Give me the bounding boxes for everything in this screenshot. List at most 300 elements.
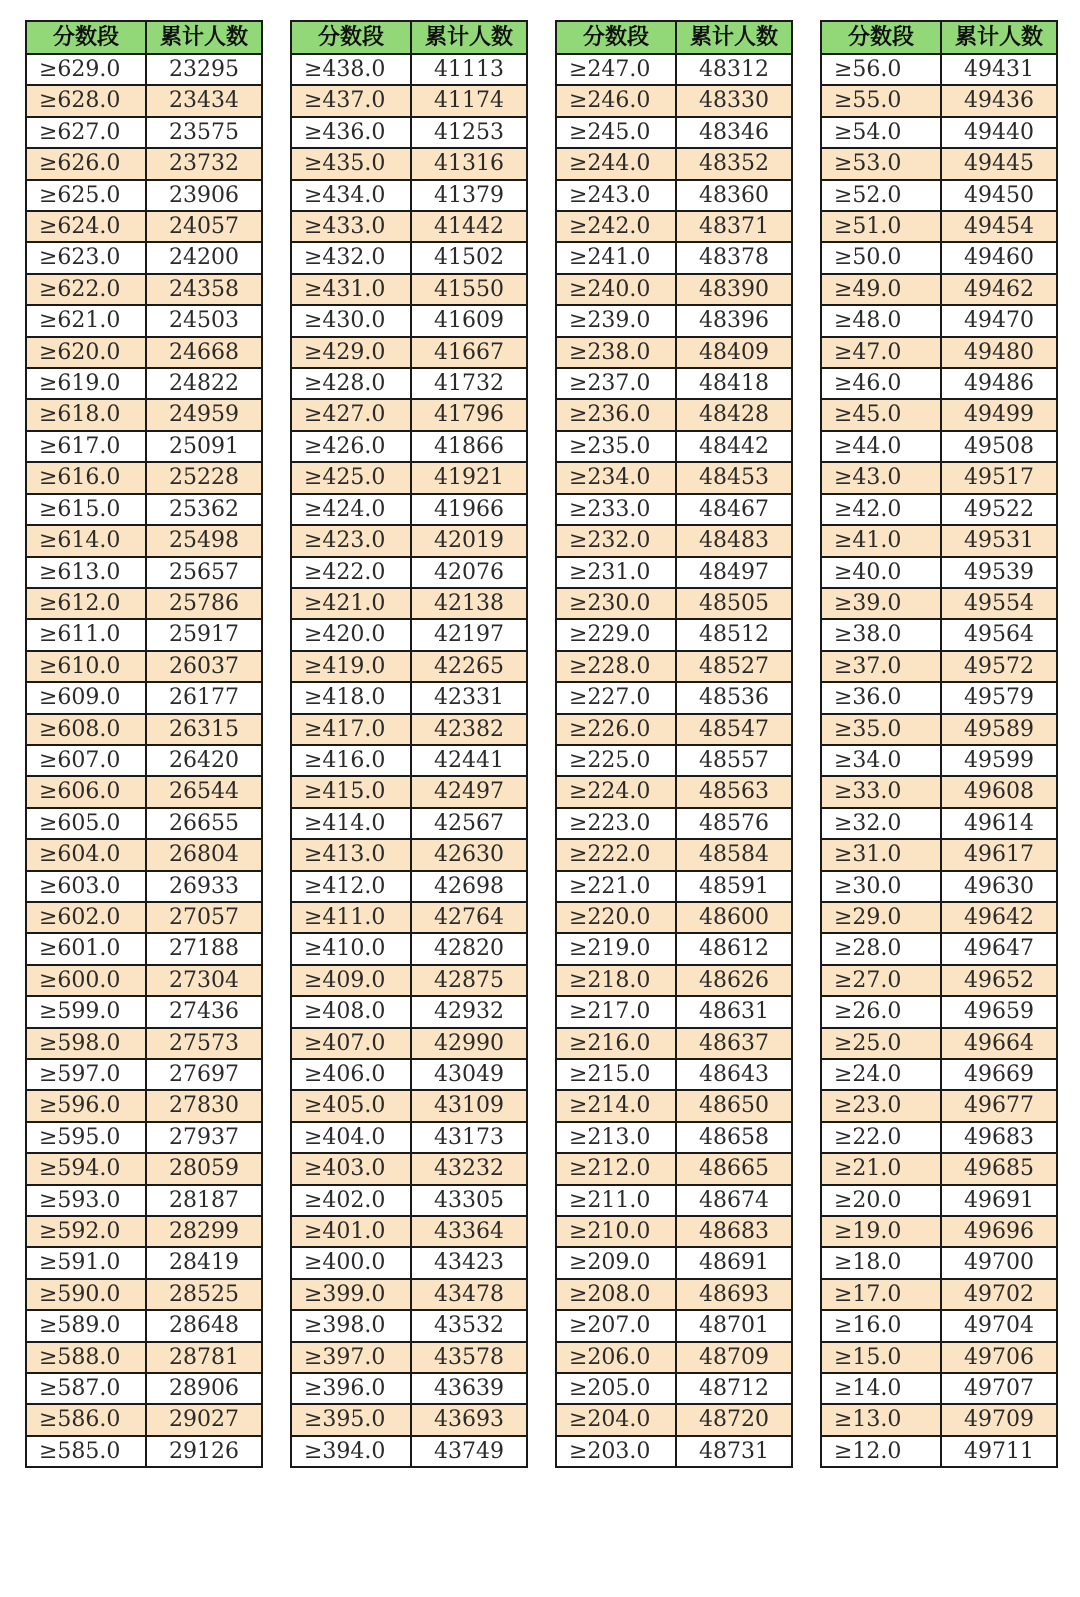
cumulative-count-cell: 24057 [146, 211, 262, 242]
table-row [26, 588, 262, 619]
table-row [26, 211, 262, 242]
score-range-cell: ≥42.0 [821, 494, 941, 525]
score-range-cell: ≥593.0 [26, 1185, 146, 1216]
score-range-cell: ≥219.0 [556, 933, 676, 964]
score-range-cell: ≥230.0 [556, 588, 676, 619]
score-range-cell: ≥588.0 [26, 1342, 146, 1373]
score-range-cell: ≥603.0 [26, 871, 146, 902]
table-row [26, 85, 262, 116]
cumulative-count-cell: 42138 [411, 588, 527, 619]
table-row [556, 776, 792, 807]
cumulative-count-cell: 42197 [411, 619, 527, 650]
cumulative-count-cell: 41316 [411, 148, 527, 179]
cumulative-count-cell: 48637 [676, 1028, 792, 1059]
cumulative-count-cell: 49462 [941, 274, 1057, 305]
cumulative-count-cell: 49599 [941, 745, 1057, 776]
cumulative-count-cell: 41502 [411, 242, 527, 273]
table-row [291, 54, 527, 85]
cumulative-count-cell: 26177 [146, 682, 262, 713]
score-range-cell: ≥429.0 [291, 337, 411, 368]
score-range-cell: ≥51.0 [821, 211, 941, 242]
table-row [821, 745, 1057, 776]
score-range-cell: ≥625.0 [26, 180, 146, 211]
score-range-cell: ≥434.0 [291, 180, 411, 211]
cumulative-count-cell: 48576 [676, 808, 792, 839]
score-range-cell: ≥238.0 [556, 337, 676, 368]
score-range-cell: ≥215.0 [556, 1059, 676, 1090]
score-range-cell: ≥419.0 [291, 651, 411, 682]
cumulative-count-cell: 48536 [676, 682, 792, 713]
score-table-4 [820, 20, 1058, 1468]
table-body [26, 54, 262, 1467]
cumulative-count-cell: 24822 [146, 368, 262, 399]
cumulative-count-cell: 42630 [411, 839, 527, 870]
table-row [291, 619, 527, 650]
score-range-cell: ≥37.0 [821, 651, 941, 682]
cumulative-count-cell: 48371 [676, 211, 792, 242]
table-row [291, 242, 527, 273]
cumulative-count-cell: 48390 [676, 274, 792, 305]
table-body [556, 54, 792, 1467]
score-range-cell: ≥435.0 [291, 148, 411, 179]
table-row [821, 1185, 1057, 1216]
score-range-cell: ≥606.0 [26, 776, 146, 807]
table-row [291, 902, 527, 933]
score-range-cell: ≥617.0 [26, 431, 146, 462]
score-range-cell: ≥13.0 [821, 1404, 941, 1435]
score-range-cell: ≥611.0 [26, 619, 146, 650]
cumulative-count-cell: 49608 [941, 776, 1057, 807]
cumulative-count-cell: 42497 [411, 776, 527, 807]
table-row [291, 462, 527, 493]
table-row [291, 1122, 527, 1153]
table-row [26, 1247, 262, 1278]
table-row [821, 1310, 1057, 1341]
cumulative-count-cell: 29126 [146, 1436, 262, 1467]
score-range-cell: ≥408.0 [291, 996, 411, 1027]
score-range-cell: ≥218.0 [556, 965, 676, 996]
cumulative-count-cell: 41732 [411, 368, 527, 399]
table-row [26, 1028, 262, 1059]
table-row [821, 682, 1057, 713]
cumulative-count-cell: 29027 [146, 1404, 262, 1435]
score-range-cell: ≥233.0 [556, 494, 676, 525]
cumulative-count-cell: 49436 [941, 85, 1057, 116]
cumulative-count-cell: 23295 [146, 54, 262, 85]
cumulative-count-cell: 48683 [676, 1216, 792, 1247]
cumulative-count-cell: 49677 [941, 1090, 1057, 1121]
table-row [821, 965, 1057, 996]
table-row [26, 871, 262, 902]
score-range-cell: ≥45.0 [821, 399, 941, 430]
score-range-cell: ≥225.0 [556, 745, 676, 776]
table-row [556, 1310, 792, 1341]
header-cumulative-count: 累计人数 [941, 21, 1057, 54]
cumulative-count-cell: 23732 [146, 148, 262, 179]
table-row [821, 871, 1057, 902]
score-range-cell: ≥40.0 [821, 557, 941, 588]
table-row [291, 1216, 527, 1247]
score-range-cell: ≥232.0 [556, 525, 676, 556]
score-range-cell: ≥414.0 [291, 808, 411, 839]
table-row [821, 902, 1057, 933]
score-range-cell: ≥56.0 [821, 54, 941, 85]
cumulative-count-cell: 28419 [146, 1247, 262, 1278]
table-row [291, 1342, 527, 1373]
score-range-cell: ≥28.0 [821, 933, 941, 964]
cumulative-count-cell: 48709 [676, 1342, 792, 1373]
score-range-cell: ≥604.0 [26, 839, 146, 870]
table-row [26, 1310, 262, 1341]
table-row [556, 557, 792, 588]
table-row [291, 1247, 527, 1278]
cumulative-count-cell: 49702 [941, 1279, 1057, 1310]
table-row [556, 651, 792, 682]
cumulative-count-cell: 48643 [676, 1059, 792, 1090]
score-range-cell: ≥424.0 [291, 494, 411, 525]
score-range-cell: ≥38.0 [821, 619, 941, 650]
table-row [291, 180, 527, 211]
cumulative-count-cell: 48720 [676, 1404, 792, 1435]
table-row [821, 180, 1057, 211]
score-range-cell: ≥421.0 [291, 588, 411, 619]
cumulative-count-cell: 48418 [676, 368, 792, 399]
score-range-cell: ≥592.0 [26, 1216, 146, 1247]
cumulative-count-cell: 49454 [941, 211, 1057, 242]
cumulative-count-cell: 48612 [676, 933, 792, 964]
score-range-cell: ≥407.0 [291, 1028, 411, 1059]
cumulative-count-cell: 24358 [146, 274, 262, 305]
table-row [821, 1122, 1057, 1153]
cumulative-count-cell: 25657 [146, 557, 262, 588]
score-range-cell: ≥32.0 [821, 808, 941, 839]
score-range-cell: ≥245.0 [556, 117, 676, 148]
cumulative-count-cell: 41609 [411, 305, 527, 336]
table-row [291, 1279, 527, 1310]
cumulative-count-cell: 48731 [676, 1436, 792, 1467]
cumulative-count-cell: 49691 [941, 1185, 1057, 1216]
table-row [556, 399, 792, 430]
score-range-cell: ≥21.0 [821, 1153, 941, 1184]
table-row [821, 525, 1057, 556]
table-row [26, 1404, 262, 1435]
score-range-cell: ≥608.0 [26, 714, 146, 745]
cumulative-count-cell: 49669 [941, 1059, 1057, 1090]
cumulative-count-cell: 25091 [146, 431, 262, 462]
score-range-cell: ≥12.0 [821, 1436, 941, 1467]
table-row [26, 619, 262, 650]
score-range-cell: ≥214.0 [556, 1090, 676, 1121]
table-row [291, 1090, 527, 1121]
score-range-cell: ≥216.0 [556, 1028, 676, 1059]
cumulative-count-cell: 48409 [676, 337, 792, 368]
score-range-cell: ≥246.0 [556, 85, 676, 116]
cumulative-count-cell: 49659 [941, 996, 1057, 1027]
score-range-cell: ≥27.0 [821, 965, 941, 996]
cumulative-count-cell: 49617 [941, 839, 1057, 870]
table-row [26, 274, 262, 305]
score-range-cell: ≥415.0 [291, 776, 411, 807]
cumulative-count-cell: 48584 [676, 839, 792, 870]
header-row [821, 21, 1057, 54]
score-range-cell: ≥203.0 [556, 1436, 676, 1467]
header-score-range: 分数段 [556, 21, 676, 54]
table-row [556, 1404, 792, 1435]
score-range-cell: ≥406.0 [291, 1059, 411, 1090]
score-range-cell: ≥618.0 [26, 399, 146, 430]
score-range-cell: ≥397.0 [291, 1342, 411, 1373]
table-row [821, 1090, 1057, 1121]
score-range-cell: ≥431.0 [291, 274, 411, 305]
cumulative-count-cell: 48665 [676, 1153, 792, 1184]
cumulative-count-cell: 48658 [676, 1122, 792, 1153]
score-range-cell: ≥620.0 [26, 337, 146, 368]
cumulative-count-cell: 48330 [676, 85, 792, 116]
cumulative-count-cell: 42875 [411, 965, 527, 996]
score-range-cell: ≥17.0 [821, 1279, 941, 1310]
table-row [291, 148, 527, 179]
table-row [26, 996, 262, 1027]
cumulative-count-cell: 42820 [411, 933, 527, 964]
score-range-cell: ≥217.0 [556, 996, 676, 1027]
score-range-cell: ≥610.0 [26, 651, 146, 682]
score-range-cell: ≥30.0 [821, 871, 941, 902]
table-row [556, 745, 792, 776]
table-row [26, 902, 262, 933]
score-range-cell: ≥607.0 [26, 745, 146, 776]
score-range-cell: ≥208.0 [556, 1279, 676, 1310]
header-row [291, 21, 527, 54]
table-row [291, 933, 527, 964]
table-row [26, 1216, 262, 1247]
cumulative-count-cell: 49579 [941, 682, 1057, 713]
score-range-cell: ≥417.0 [291, 714, 411, 745]
score-range-cell: ≥20.0 [821, 1185, 941, 1216]
score-range-cell: ≥31.0 [821, 839, 941, 870]
table-row [821, 305, 1057, 336]
table-row [556, 117, 792, 148]
score-range-cell: ≥409.0 [291, 965, 411, 996]
score-range-cell: ≥423.0 [291, 525, 411, 556]
score-range-cell: ≥231.0 [556, 557, 676, 588]
score-table-3 [555, 20, 793, 1468]
table-row [556, 1279, 792, 1310]
cumulative-count-cell: 49431 [941, 54, 1057, 85]
score-range-cell: ≥433.0 [291, 211, 411, 242]
table-row [821, 588, 1057, 619]
cumulative-count-cell: 49614 [941, 808, 1057, 839]
cumulative-count-cell: 42331 [411, 682, 527, 713]
score-range-cell: ≥416.0 [291, 745, 411, 776]
cumulative-count-cell: 42567 [411, 808, 527, 839]
score-range-cell: ≥240.0 [556, 274, 676, 305]
table-row [26, 462, 262, 493]
cumulative-count-cell: 42698 [411, 871, 527, 902]
cumulative-count-cell: 48346 [676, 117, 792, 148]
score-range-cell: ≥589.0 [26, 1310, 146, 1341]
cumulative-count-cell: 27697 [146, 1059, 262, 1090]
score-range-cell: ≥430.0 [291, 305, 411, 336]
score-range-cell: ≥614.0 [26, 525, 146, 556]
cumulative-count-cell: 49589 [941, 714, 1057, 745]
cumulative-count-cell: 43364 [411, 1216, 527, 1247]
cumulative-count-cell: 28187 [146, 1185, 262, 1216]
score-range-cell: ≥596.0 [26, 1090, 146, 1121]
table-row [821, 619, 1057, 650]
cumulative-count-cell: 48701 [676, 1310, 792, 1341]
score-range-cell: ≥616.0 [26, 462, 146, 493]
cumulative-count-cell: 27573 [146, 1028, 262, 1059]
score-range-cell: ≥48.0 [821, 305, 941, 336]
table-row [556, 839, 792, 870]
table-row [556, 242, 792, 273]
table-row [556, 1436, 792, 1467]
table-row [26, 557, 262, 588]
table-row [821, 1216, 1057, 1247]
table-row [291, 808, 527, 839]
score-range-cell: ≥236.0 [556, 399, 676, 430]
table-row [291, 1404, 527, 1435]
score-range-cell: ≥595.0 [26, 1122, 146, 1153]
table-row [821, 1247, 1057, 1278]
table-row [26, 1342, 262, 1373]
cumulative-count-cell: 27937 [146, 1122, 262, 1153]
score-range-cell: ≥425.0 [291, 462, 411, 493]
score-range-cell: ≥53.0 [821, 148, 941, 179]
table-row [556, 996, 792, 1027]
score-range-cell: ≥612.0 [26, 588, 146, 619]
cumulative-count-cell: 43478 [411, 1279, 527, 1310]
score-range-cell: ≥413.0 [291, 839, 411, 870]
score-range-cell: ≥234.0 [556, 462, 676, 493]
score-range-cell: ≥41.0 [821, 525, 941, 556]
cumulative-count-cell: 43532 [411, 1310, 527, 1341]
cumulative-count-cell: 27436 [146, 996, 262, 1027]
header-row [556, 21, 792, 54]
score-range-cell: ≥437.0 [291, 85, 411, 116]
header-row [26, 21, 262, 54]
cumulative-count-cell: 49470 [941, 305, 1057, 336]
cumulative-count-cell: 24959 [146, 399, 262, 430]
cumulative-count-cell: 48563 [676, 776, 792, 807]
cumulative-count-cell: 49706 [941, 1342, 1057, 1373]
score-range-cell: ≥16.0 [821, 1310, 941, 1341]
cumulative-count-cell: 49554 [941, 588, 1057, 619]
table-row [291, 776, 527, 807]
score-range-cell: ≥26.0 [821, 996, 941, 1027]
score-range-cell: ≥600.0 [26, 965, 146, 996]
score-range-cell: ≥35.0 [821, 714, 941, 745]
table-row [291, 85, 527, 116]
cumulative-count-cell: 48600 [676, 902, 792, 933]
cumulative-count-cell: 28525 [146, 1279, 262, 1310]
score-range-cell: ≥25.0 [821, 1028, 941, 1059]
table-row [26, 117, 262, 148]
score-range-cell: ≥34.0 [821, 745, 941, 776]
score-range-cell: ≥399.0 [291, 1279, 411, 1310]
cumulative-count-cell: 49508 [941, 431, 1057, 462]
score-range-cell: ≥241.0 [556, 242, 676, 273]
cumulative-count-cell: 26804 [146, 839, 262, 870]
table-row [821, 776, 1057, 807]
table-row [291, 965, 527, 996]
table-row [821, 1153, 1057, 1184]
cumulative-count-cell: 27057 [146, 902, 262, 933]
table-row [821, 242, 1057, 273]
header-cumulative-count: 累计人数 [146, 21, 262, 54]
cumulative-count-cell: 24200 [146, 242, 262, 273]
cumulative-count-cell: 25498 [146, 525, 262, 556]
cumulative-count-cell: 49450 [941, 180, 1057, 211]
table-row [26, 242, 262, 273]
header-score-range: 分数段 [26, 21, 146, 54]
cumulative-count-cell: 26420 [146, 745, 262, 776]
header-cumulative-count: 累计人数 [676, 21, 792, 54]
score-range-cell: ≥205.0 [556, 1373, 676, 1404]
cumulative-count-cell: 24503 [146, 305, 262, 336]
table-row [26, 1373, 262, 1404]
score-range-cell: ≥237.0 [556, 368, 676, 399]
cumulative-count-cell: 48428 [676, 399, 792, 430]
table-row [821, 462, 1057, 493]
table-row [821, 714, 1057, 745]
table-row [556, 1028, 792, 1059]
cumulative-count-cell: 26933 [146, 871, 262, 902]
score-range-cell: ≥22.0 [821, 1122, 941, 1153]
score-range-cell: ≥628.0 [26, 85, 146, 116]
score-range-cell: ≥626.0 [26, 148, 146, 179]
table-row [556, 305, 792, 336]
score-range-cell: ≥432.0 [291, 242, 411, 273]
cumulative-count-cell: 43749 [411, 1436, 527, 1467]
table-row [556, 808, 792, 839]
score-range-cell: ≥400.0 [291, 1247, 411, 1278]
cumulative-count-cell: 48650 [676, 1090, 792, 1121]
cumulative-count-cell: 26315 [146, 714, 262, 745]
table-row [291, 211, 527, 242]
score-range-cell: ≥412.0 [291, 871, 411, 902]
score-range-cell: ≥223.0 [556, 808, 676, 839]
score-range-cell: ≥410.0 [291, 933, 411, 964]
cumulative-count-cell: 28781 [146, 1342, 262, 1373]
score-range-cell: ≥599.0 [26, 996, 146, 1027]
cumulative-count-cell: 41966 [411, 494, 527, 525]
score-range-cell: ≥627.0 [26, 117, 146, 148]
table-row [821, 431, 1057, 462]
score-range-cell: ≥587.0 [26, 1373, 146, 1404]
score-range-cell: ≥15.0 [821, 1342, 941, 1373]
score-range-cell: ≥623.0 [26, 242, 146, 273]
score-range-cell: ≥239.0 [556, 305, 676, 336]
table-row [26, 714, 262, 745]
cumulative-count-cell: 26544 [146, 776, 262, 807]
table-row [291, 1059, 527, 1090]
cumulative-count-cell: 27304 [146, 965, 262, 996]
score-range-cell: ≥405.0 [291, 1090, 411, 1121]
table-row [26, 305, 262, 336]
cumulative-count-cell: 48352 [676, 148, 792, 179]
cumulative-count-cell: 42076 [411, 557, 527, 588]
cumulative-count-cell: 41113 [411, 54, 527, 85]
table-row [556, 494, 792, 525]
cumulative-count-cell: 49685 [941, 1153, 1057, 1184]
score-range-cell: ≥426.0 [291, 431, 411, 462]
header-score-range: 分数段 [291, 21, 411, 54]
score-range-cell: ≥19.0 [821, 1216, 941, 1247]
score-range-cell: ≥44.0 [821, 431, 941, 462]
score-range-cell: ≥14.0 [821, 1373, 941, 1404]
table-row [821, 148, 1057, 179]
